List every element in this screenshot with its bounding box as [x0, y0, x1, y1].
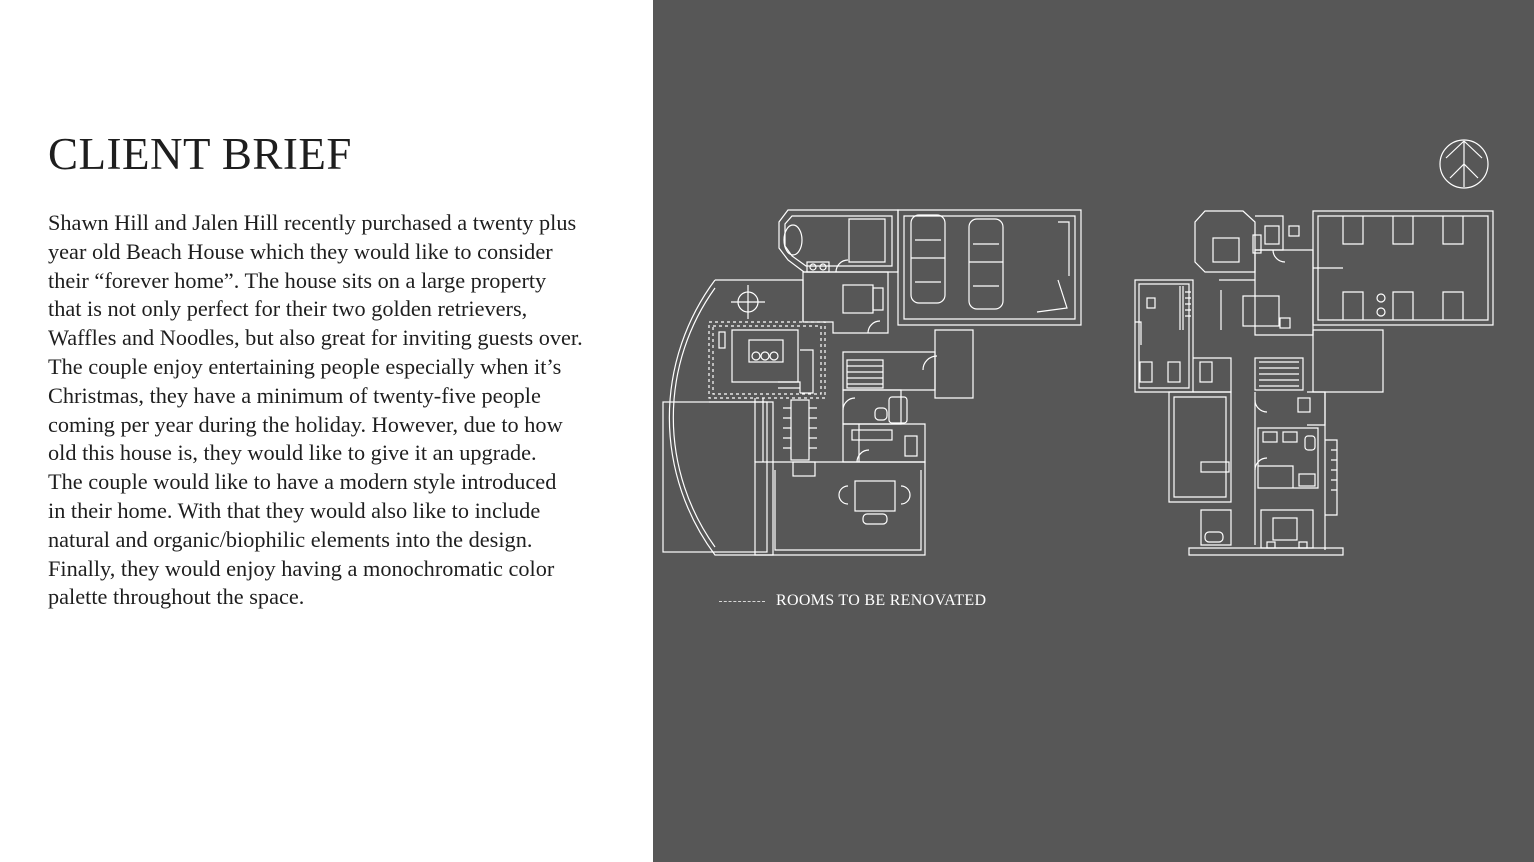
brief-line: Christmas, they have a minimum of twenty-five people: [48, 382, 541, 408]
brief-line: that is not only perfect for their two golden retrievers,: [48, 296, 528, 322]
upper-floor-plan: [1135, 211, 1493, 555]
dashed-line-swatch: [719, 601, 765, 602]
brief-line: year old Beach House which they would like to consider: [48, 238, 553, 264]
brief-line: Finally, they would enjoy having a monochromatic color: [48, 555, 555, 581]
renovation-legend: [719, 590, 986, 612]
brief-line: The couple would like to have a modern style introduced: [48, 469, 557, 495]
page-title: CLIENT BRIEF: [48, 129, 352, 179]
brief-line: natural and organic/biophilic elements into the design.: [48, 526, 533, 552]
ground-floor-plan: [663, 210, 1081, 555]
north-arrow-icon: [1440, 140, 1488, 188]
brief-paragraph: [48, 209, 628, 612]
brief-line: old this house is, they would like to give it an upgrade.: [48, 440, 537, 466]
brief-line: Shawn Hill and Jalen Hill recently purchased a twenty plus: [48, 210, 577, 235]
brief-line: The couple enjoy entertaining people especially when it’s: [48, 353, 562, 379]
floor-plan-panel: [653, 0, 1534, 862]
floor-plans: [653, 0, 1534, 862]
brief-line: Waffles and Noodles, but also great for inviting guests over.: [48, 325, 583, 351]
brief-line: coming per year during the holiday. However, due to how: [48, 411, 563, 437]
brief-line: in their home. With that they would also like to include: [48, 497, 541, 523]
legend-label: ROOMS TO BE RENOVATED: [776, 592, 987, 609]
brief-line: their “forever home”. The house sits on a large property: [48, 267, 547, 293]
brief-line: palette throughout the space.: [48, 584, 305, 610]
brief-panel: [0, 0, 653, 862]
